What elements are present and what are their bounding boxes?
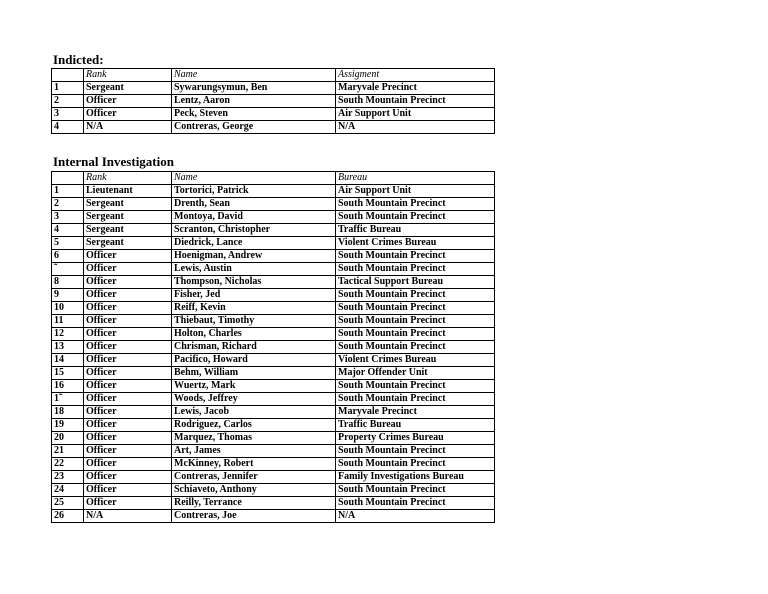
table-row xyxy=(52,198,495,211)
row-number: 1˜ xyxy=(52,393,84,406)
name-cell: Contreras, George xyxy=(172,121,336,134)
assignment-cell: Traffic Bureau xyxy=(336,224,495,237)
rank-cell: Officer xyxy=(84,250,172,263)
row-number: 3 xyxy=(52,211,84,224)
assignment-cell: N/A xyxy=(336,121,495,134)
table-row xyxy=(52,445,495,458)
assignment-cell: South Mountain Precinct xyxy=(336,95,495,108)
name-cell: Pacifico, Howard xyxy=(172,354,336,367)
table-row xyxy=(52,419,495,432)
assignment-cell: Air Support Unit xyxy=(336,108,495,121)
rank-cell: Officer xyxy=(84,367,172,380)
name-cell: Thompson, Nicholas xyxy=(172,276,336,289)
rank-cell: Officer xyxy=(84,289,172,302)
table-row xyxy=(52,237,495,250)
internal-investigation-title: Internal Investigation xyxy=(53,154,174,169)
table-row xyxy=(52,82,495,95)
table-row xyxy=(52,276,495,289)
column-header: Name xyxy=(172,69,336,82)
rank-cell: Officer xyxy=(84,432,172,445)
assignment-cell: South Mountain Precinct xyxy=(336,263,495,276)
table-row xyxy=(52,328,495,341)
table-row xyxy=(52,458,495,471)
table-row xyxy=(52,263,495,276)
row-number: 13 xyxy=(52,341,84,354)
column-header: Name xyxy=(172,172,336,185)
table-row xyxy=(52,341,495,354)
name-cell: Rodriguez, Carlos xyxy=(172,419,336,432)
name-cell: Behm, William xyxy=(172,367,336,380)
row-number: 8 xyxy=(52,276,84,289)
name-cell: Lewis, Jacob xyxy=(172,406,336,419)
rank-cell: Officer xyxy=(84,406,172,419)
row-number: 26 xyxy=(52,510,84,523)
table-row xyxy=(52,406,495,419)
assignment-cell: South Mountain Precinct xyxy=(336,315,495,328)
row-number: 24 xyxy=(52,484,84,497)
row-number: 11 xyxy=(52,315,84,328)
table-row xyxy=(52,108,495,121)
name-cell: Reiff, Kevin xyxy=(172,302,336,315)
row-number: 12 xyxy=(52,328,84,341)
assignment-cell: Air Support Unit xyxy=(336,185,495,198)
column-header xyxy=(52,69,84,82)
row-number: 25 xyxy=(52,497,84,510)
name-cell: Thiebaut, Timothy xyxy=(172,315,336,328)
table-header-row xyxy=(52,69,495,82)
row-number: 20 xyxy=(52,432,84,445)
name-cell: Wuertz, Mark xyxy=(172,380,336,393)
table-header-row xyxy=(52,172,495,185)
rank-cell: Officer xyxy=(84,380,172,393)
rank-cell: Officer xyxy=(84,95,172,108)
rank-cell: Officer xyxy=(84,276,172,289)
table-row xyxy=(52,315,495,328)
table-row xyxy=(52,121,495,134)
rank-cell: Officer xyxy=(84,471,172,484)
row-number: 9 xyxy=(52,289,84,302)
rank-cell: Officer xyxy=(84,354,172,367)
row-number: 1 xyxy=(52,82,84,95)
row-number: 22 xyxy=(52,458,84,471)
name-cell: Drenth, Sean xyxy=(172,198,336,211)
assignment-cell: South Mountain Precinct xyxy=(336,328,495,341)
table-row xyxy=(52,289,495,302)
name-cell: Reilly, Terrance xyxy=(172,497,336,510)
table-row xyxy=(52,510,495,523)
row-number: 14 xyxy=(52,354,84,367)
name-cell: Peck, Steven xyxy=(172,108,336,121)
table-row xyxy=(52,380,495,393)
rank-cell: Officer xyxy=(84,445,172,458)
assignment-cell: Property Crimes Bureau xyxy=(336,432,495,445)
rank-cell: Officer xyxy=(84,458,172,471)
name-cell: Hoenigman, Andrew xyxy=(172,250,336,263)
assignment-cell: South Mountain Precinct xyxy=(336,380,495,393)
assignment-cell: South Mountain Precinct xyxy=(336,289,495,302)
assignment-cell: Maryvale Precinct xyxy=(336,82,495,95)
name-cell: Montoya, David xyxy=(172,211,336,224)
table-row xyxy=(52,224,495,237)
table-row xyxy=(52,471,495,484)
table-row xyxy=(52,354,495,367)
name-cell: Fisher, Jed xyxy=(172,289,336,302)
name-cell: Sywarungsymun, Ben xyxy=(172,82,336,95)
name-cell: Schiaveto, Anthony xyxy=(172,484,336,497)
row-number: 15 xyxy=(52,367,84,380)
assignment-cell: Traffic Bureau xyxy=(336,419,495,432)
row-number: 2 xyxy=(52,198,84,211)
row-number: 23 xyxy=(52,471,84,484)
internal-investigation-table xyxy=(51,171,495,523)
row-number: 6 xyxy=(52,250,84,263)
table-row xyxy=(52,393,495,406)
column-header: Rank xyxy=(84,69,172,82)
row-number: ˜ xyxy=(52,263,84,276)
name-cell: Tortorici, Patrick xyxy=(172,185,336,198)
rank-cell: Officer xyxy=(84,393,172,406)
assignment-cell: South Mountain Precinct xyxy=(336,458,495,471)
indicted-title: Indicted: xyxy=(53,52,104,67)
assignment-cell: South Mountain Precinct xyxy=(336,393,495,406)
assignment-cell: Major Offender Unit xyxy=(336,367,495,380)
column-header: Assigment xyxy=(336,69,495,82)
assignment-cell: South Mountain Precinct xyxy=(336,445,495,458)
row-number: 2 xyxy=(52,95,84,108)
row-number: 4 xyxy=(52,121,84,134)
rank-cell: Sergeant xyxy=(84,237,172,250)
rank-cell: Officer xyxy=(84,497,172,510)
name-cell: Diedrick, Lance xyxy=(172,237,336,250)
assignment-cell: South Mountain Precinct xyxy=(336,484,495,497)
row-number: 5 xyxy=(52,237,84,250)
row-number: 19 xyxy=(52,419,84,432)
table-row xyxy=(52,367,495,380)
assignment-cell: South Mountain Precinct xyxy=(336,211,495,224)
table-row xyxy=(52,432,495,445)
name-cell: Art, James xyxy=(172,445,336,458)
column-header xyxy=(52,172,84,185)
assignment-cell: South Mountain Precinct xyxy=(336,341,495,354)
rank-cell: N/A xyxy=(84,510,172,523)
indicted-table xyxy=(51,68,495,134)
assignment-cell: Family Investigations Bureau xyxy=(336,471,495,484)
table-row xyxy=(52,250,495,263)
name-cell: Woods, Jeffrey xyxy=(172,393,336,406)
assignment-cell: Maryvale Precinct xyxy=(336,406,495,419)
assignment-cell: South Mountain Precinct xyxy=(336,302,495,315)
name-cell: Contreras, Joe xyxy=(172,510,336,523)
table-row xyxy=(52,484,495,497)
row-number: 4 xyxy=(52,224,84,237)
row-number: 16 xyxy=(52,380,84,393)
rank-cell: Officer xyxy=(84,302,172,315)
row-number: 10 xyxy=(52,302,84,315)
name-cell: Lewis, Austin xyxy=(172,263,336,276)
rank-cell: Officer xyxy=(84,484,172,497)
row-number: 21 xyxy=(52,445,84,458)
name-cell: Marquez, Thomas xyxy=(172,432,336,445)
name-cell: McKinney, Robert xyxy=(172,458,336,471)
rank-cell: Officer xyxy=(84,263,172,276)
row-number: 1 xyxy=(52,185,84,198)
column-header: Rank xyxy=(84,172,172,185)
row-number: 18 xyxy=(52,406,84,419)
table-row xyxy=(52,185,495,198)
table-row xyxy=(52,497,495,510)
name-cell: Scranton, Christopher xyxy=(172,224,336,237)
name-cell: Holton, Charles xyxy=(172,328,336,341)
rank-cell: Officer xyxy=(84,315,172,328)
assignment-cell: South Mountain Precinct xyxy=(336,497,495,510)
table-row xyxy=(52,302,495,315)
rank-cell: Sergeant xyxy=(84,224,172,237)
assignment-cell: Violent Crimes Bureau xyxy=(336,237,495,250)
rank-cell: Officer xyxy=(84,108,172,121)
table-row xyxy=(52,211,495,224)
table-row xyxy=(52,95,495,108)
rank-cell: Sergeant xyxy=(84,82,172,95)
rank-cell: Sergeant xyxy=(84,211,172,224)
name-cell: Chrisman, Richard xyxy=(172,341,336,354)
name-cell: Lentz, Aaron xyxy=(172,95,336,108)
rank-cell: Sergeant xyxy=(84,198,172,211)
name-cell: Contreras, Jennifer xyxy=(172,471,336,484)
assignment-cell: South Mountain Precinct xyxy=(336,250,495,263)
rank-cell: Officer xyxy=(84,328,172,341)
rank-cell: Officer xyxy=(84,341,172,354)
assignment-cell: Violent Crimes Bureau xyxy=(336,354,495,367)
assignment-cell: N/A xyxy=(336,510,495,523)
rank-cell: Officer xyxy=(84,419,172,432)
rank-cell: Lieutenant xyxy=(84,185,172,198)
rank-cell: N/A xyxy=(84,121,172,134)
column-header: Bureau xyxy=(336,172,495,185)
assignment-cell: South Mountain Precinct xyxy=(336,198,495,211)
assignment-cell: Tactical Support Bureau xyxy=(336,276,495,289)
row-number: 3 xyxy=(52,108,84,121)
